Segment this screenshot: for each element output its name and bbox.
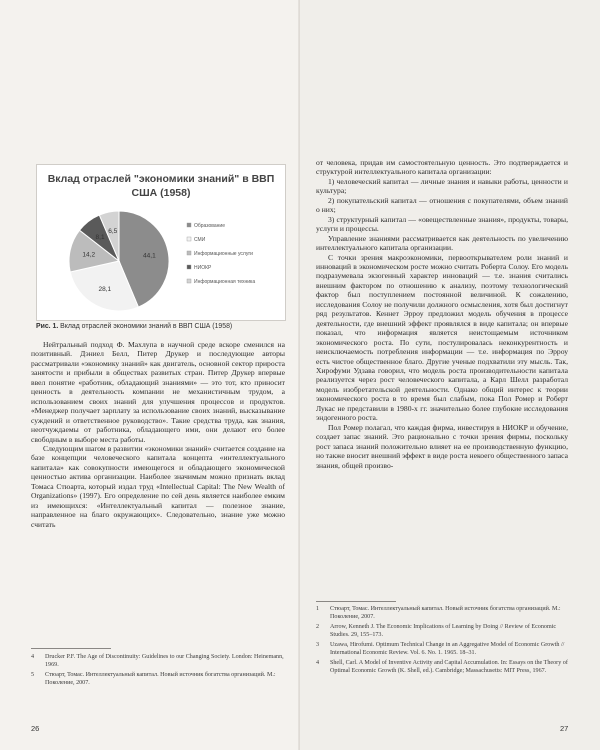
footnote-number: 4 — [31, 654, 35, 660]
footnote-item — [316, 623, 568, 639]
right-paragraph: от человека, придав им самостоятельную ценность. Это подтверждается и структурой интеллектуального капитала организации: — [316, 158, 568, 177]
footnote-item — [316, 641, 568, 657]
legend-entry: НИОКР — [194, 265, 212, 271]
pie-chart — [37, 165, 285, 320]
right-list-item: 3) структурный капитал — «овеществленные знания», продукты, товары, услуги и процессы. — [316, 214, 568, 234]
footnote-text: Стюарт, Томас. Интеллектуальный капитал. Новый источник богатства организаций. М.: Поколение, 2007. — [45, 672, 276, 686]
footnote-item — [316, 605, 568, 621]
legend-entry: Информационные услуги — [194, 251, 253, 257]
chart-title-line2: США (1958) — [131, 187, 191, 199]
pie-data-label: 44,1 — [143, 252, 156, 260]
figure-caption — [36, 323, 290, 330]
footnote-text: Shell, Carl. A Model of Inventive Activity and Capital Accumulation. In: Essays on the Theory of Optimal Economic Growth (K. Shell, ed.). Cambridge; Massachusetts: MIT Press, 1967. — [330, 660, 568, 674]
right-paragraph: Пол Ромер полагал, что каждая фирма, инвестируя в НИОКР и обучение, создает запас знаний. Это рационально с точки зрения фирмы, поскольку рост запаса знаний положительно влияет на ее производственную функцию, но также вносит внешний эффект в виде роста некоего общественного запаса знания, общей произво- — [316, 422, 568, 470]
footnote-number: 5 — [31, 672, 35, 678]
footnote-divider — [31, 648, 111, 649]
legend-entry: Информационная техника — [194, 279, 256, 285]
footnote-number: 4 — [316, 660, 320, 666]
footnote-number: 2 — [316, 624, 320, 630]
right-list-item: 1) человеческий капитал — личные знания и навыки работы, ценности и культура; — [316, 176, 568, 196]
legend-swatch — [187, 223, 191, 227]
legend-entry: СМИ — [194, 237, 206, 243]
pie-data-label: 6,5 — [108, 228, 118, 236]
footnote-item — [316, 659, 568, 675]
right-body-text — [316, 158, 568, 470]
right-footnotes — [316, 605, 568, 675]
left-footnotes — [31, 653, 285, 687]
right-paragraph: С точки зрения макроэкономики, первооткрывателем роли знаний и инноваций в экономическом росте можно считать Роберта Солоу. Его модель подразумевала экзогенный характер инноваций — т.е. знания считались внешним фактором по отношению к анализу, поэтому технологический фактор был поступлением постоянной величиной. К сожалению, исследования Солоу не получили должного осмысления, хотя был достигнут ряд результатов. Кеннет Эрроу предложил модель обучения в процессе деятельности, где внешний эффект проявлялся в виде капитала; он впервые показал, что информация является неистощаемым источником экономического роста. По сути, постулировалась неконкурентность и неисключаемость потребления информации — т.е. информация по Эрроу есть чистое общественное благо. Другие ученые подхватили эту мысль. Так, Хирофуми Удзава говорил, что модель роста производительности капитала реализуется через рост человеческого капитала, а Карл Шелл разработал модель изобретательской деятельности. Однако общий интерес к теории экономического роста в то время был слабым, пока Пол Ромер и Роберт Лукас не представили в 1980-х гг. значительно более глубокие исследования эндогенного роста. — [316, 252, 568, 423]
legend-swatch — [187, 251, 191, 255]
right-list-item: 2) покупательский капитал — отношения с покупателями, объем знаний о них; — [316, 195, 568, 215]
footnote-item — [31, 653, 285, 669]
pie-data-label: 8,1 — [95, 233, 105, 241]
legend-swatch — [187, 279, 191, 283]
footnote-number: 3 — [316, 642, 320, 648]
pie-data-label: 28,1 — [98, 286, 112, 294]
footnote-text: Drucker P.F. The Age of Discontinuity: Guidelines to our Changing Society. London: Heinemann, 1969. — [45, 654, 284, 668]
legend-entry: Образование — [194, 223, 225, 229]
footnote-number: 1 — [316, 606, 320, 612]
footnote-text: Uzawa, Hirofumi. Optimum Technical Change in an Aggregative Model of Economic Growth // International Economic Review. Vol. 6. No. 1. 1965. 18–31. — [330, 642, 565, 656]
right-paragraph: Управление знаниями рассматривается как деятельность по увеличению интеллектуального капитала организации. — [316, 233, 568, 253]
footnote-text: Стюарт, Томас. Интеллектуальный капитал. Новый источник богатства организаций. М.: Поколение, 2007. — [330, 606, 561, 620]
left-paragraph: Следующим шагом в развитии «экономики знаний» считается создание на базе концепции человеческого капитала концепта «интеллектуального капитала» как совокупности имеющегося и обладающего экономической ценностью актива организации. Наиболее значимым можно признать вклад Томаса Стюарта, который издал труд «Intellectual Capital: The New Wealth of Organizations» (1997). Его определение по сей день является наиболее емким из имеющихся: «Интеллектуальный капитал — полезное знание, направленное на благо окружающих». Следовательно, знание уже можно считать — [31, 443, 285, 529]
footnote-text: Arrow, Kenneth J. The Economic Implications of Learning by Doing // Review of Economic Studies. 29, 155–173. — [330, 624, 557, 638]
footnote-item — [31, 671, 285, 687]
chart-title-line1: Вклад отраслей "экономики знаний" в ВВП — [47, 173, 275, 185]
caption-text: Вклад отраслей экономики знаний в ВВП США (1958) — [60, 323, 233, 330]
page-number: 26 — [31, 724, 40, 733]
pie-chart-figure — [36, 164, 286, 321]
left-paragraph: Нейтральный подход Ф. Махлупа в научной среде вскоре сменился на позитивный. Дэниел Белл, Питер Друкер и последующие авторы рассматривали «экономику знаний» как двигатель, основной сектор прироста занятости и прибыли в обществах развитых стран. Питер Друкер впервые ввел понятие «работник, обладающий знаниями» — это тот, кто приносит ценность в деятельность компании не механистичным трудом, а использованием своих знаний для улучшения процессов и продуктов. «Менеджер получает зарплату за использование своих знаний, высказывание суждений и ответственное руководство». Такие средства труда, как знания, неотчуждаемы от работника, обладающего ими, они делают его более свободным в выборе места работы. — [31, 340, 285, 444]
caption-label: Рис. 1. — [36, 323, 59, 330]
legend-swatch — [187, 265, 191, 269]
legend-swatch — [187, 237, 191, 241]
pie-data-label: 14,2 — [82, 251, 96, 259]
left-body-text — [31, 340, 285, 529]
footnote-divider — [316, 601, 396, 602]
page-number: 27 — [560, 724, 569, 733]
